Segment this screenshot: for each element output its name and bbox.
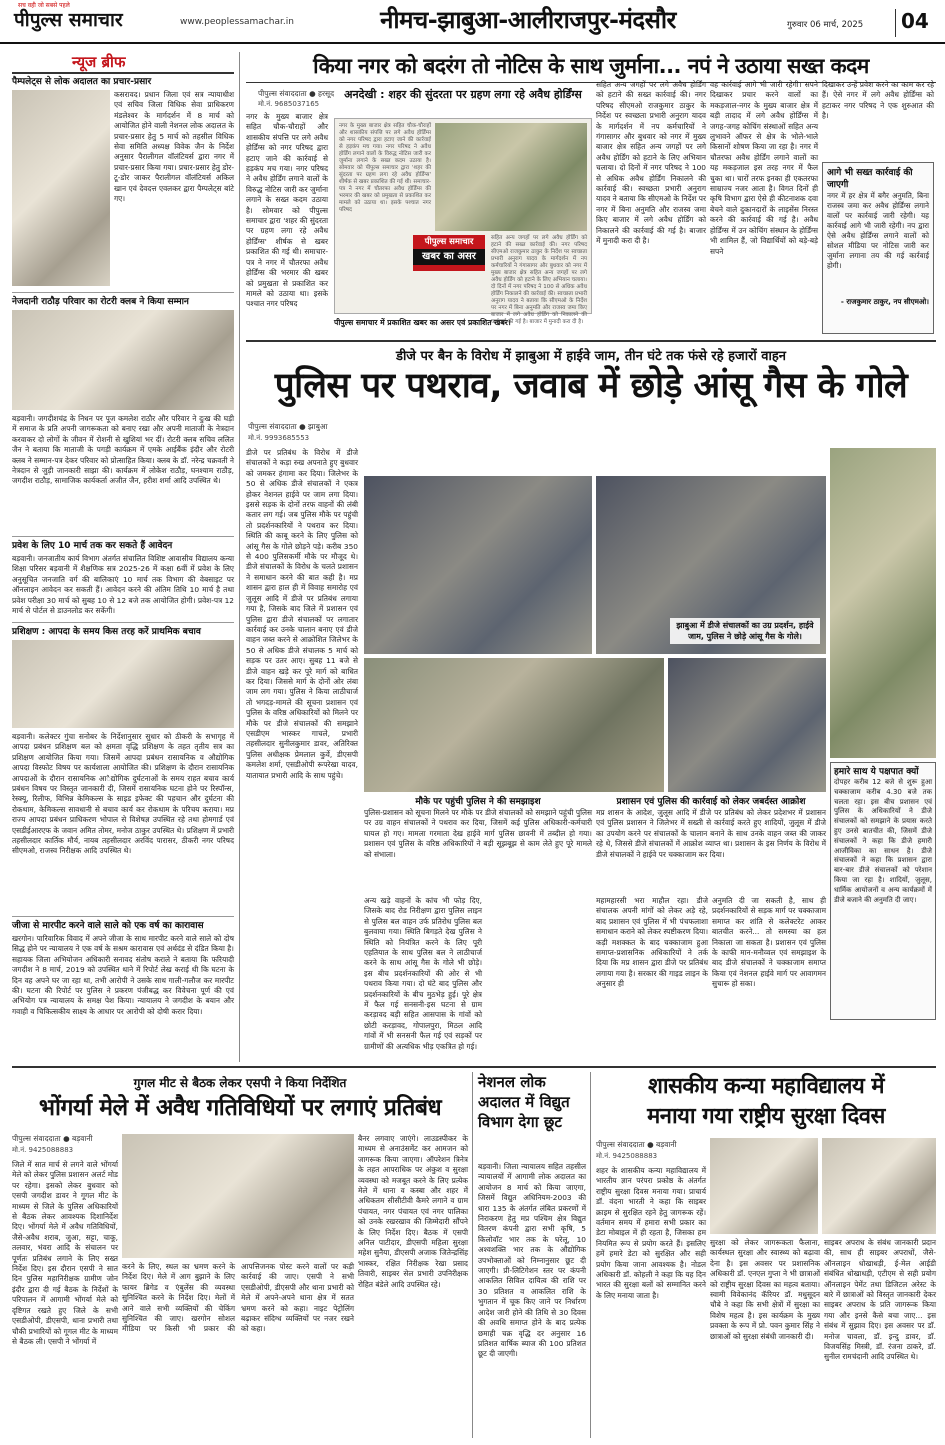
lead-sidebar-title: आगे भी सख्त कार्रवाई की जाएगी <box>827 168 913 190</box>
bhongarya-mobile: मो.नं. 9425088883 <box>12 1146 74 1154</box>
khabar-ka-asar-badge <box>413 235 485 271</box>
newspaper-logo[interactable]: पीपुल्स समाचार <box>14 9 123 31</box>
jhabua-sidebar <box>830 762 936 1020</box>
jhabua-photo-caption: झाबुआ में डीजे संचालकों का उग्र प्रदर्शन, हाईवे जाम, पुलिस ने छोड़े आंसू गैस के गोले। <box>670 618 820 644</box>
college-photo-banner <box>710 1138 818 1234</box>
jhabua-kicker: डीजे पर बैन के विरोध में झाबुआ में हाईवे जाम, तीन घंटे तक फंसे रहे हजारों वाहन <box>395 349 786 364</box>
brief-item4-title: प्रशिक्षण : आपदा के समय किस तरह करें प्राथमिक बचाव <box>12 627 201 637</box>
region-title: नीमच-झाबुआ-आलीराजपुर-मंदसौर <box>380 6 676 34</box>
brief-item1-text: कसरावद। प्रधान जिला एवं सत्र न्यायाधीश एवं सचिव जिला विधिक सेवा प्राधिकरण मंडलेश्वर के मार्गदर्शन में 8 मार्च को आयोजित होने वाली नेशनल लोक अदालत के प्रचार-प्रसार हेतु 5 मार्च को तहसील विधिक सेवा समिति अध्यक्ष विवेक जैन के निर्देश अनुसार पैरालीगल वॉलंटियर्स द्वारा नगर में प्रचार-प्रसार किया गया। प्रचार-प्रसार हेतु डोर-टू-डोर जाकर पैरालीगल वॉलंटियर्स अकिल खान एवं देवदत्त एवलकर द्वारा पैम्पलेट्स बांटे गए। <box>114 90 234 204</box>
bhongarya-meeting-photo <box>122 1134 354 1258</box>
page-number: 04 <box>895 9 931 37</box>
college-photo-students <box>822 1138 936 1234</box>
college-mobile: मो.नं. 9425088883 <box>596 1152 658 1160</box>
badge-bottom: खबर का असर <box>413 249 485 265</box>
brief-item3-text: बड़वानी। जनजातीय कार्य विभाग अंतर्गत संचालित विशिष्ट आवासीय विद्यालय कन्या शिक्षा परिसर बड़वानी में शैक्षणिक सत्र 2025-26 में कक्षा 6वीं में प्रवेश के लिए अनुसूचित जनजाति वर्ग की बालिकाएं 10 मार्च तक विभाग की वेबसाइट पर ऑनलाइन आवेदन कर सकती हैं। आवेदन करने की अंतिम तिथि 10 मार्च है तथा प्रवेश परीक्षा 30 मार्च को सुबह 10 से 12 बजे तक आयोजित होगी। प्रवेश-पत्र 12 मार्च से पोर्टल से डाउनलोड कर सकेंगी। <box>12 554 234 616</box>
brief-item5-title: जीजा से मारपीट करने वाले साले को एक वर्ष का कारावास <box>12 921 204 931</box>
jhabua-headline: पुलिस पर पथराव, जवाब में छोड़े आंसू गैस के गोले <box>274 366 908 406</box>
clipping-photo <box>435 123 587 231</box>
lead-sidebar-quote: - राजकुमार ठाकुर, नप सीएमओ। <box>840 297 929 306</box>
jhabua-sub2-title: प्रशासन एवं पुलिस की कार्रवाई को लेकर जबर्दस्त आक्रोश <box>616 797 806 807</box>
jhabua-sidebar-title: हमारे साथ ये पक्षपात क्यों <box>834 767 919 777</box>
jhabua-col4: अनुमति दी जा सकती है, साथ ही प्रदर्शनकारियों से सड़क मार्ग पर चक्काजाम समाप्त कर शांति से कलेक्टरेट आकर बातचीत करने... तो समस्या का हल निकाला जा सकता है। प्रशासन एवं पुलिस के काफी मान-मनौव्वल एवं समझाइश के बाद डीजे संचालकों ने चक्काजाम समाप्त किया एवं नेशनल हाईवे मार्ग पर आवागमन सुचारू हो सका। <box>712 896 826 989</box>
jhabua-sub1-text: पुलिस-प्रशासन को सूचना मिलने पर मौके पर डीजे संचालकों को समझाने पहुंची पुलिस पर उग्र वाहन संचालकों ने पथराव कर दिया, जिसमें कई पुलिस अधिकारी-कर्मचारी घायल हो गए। मामला गरमाता देख हाईवे मार्ग पुलिस छावनी में तब्दील हो गया। प्रशासन एवं पुलिस के वरिष्ठ अधिकारियों ने बड़ी सूझबूझ से काम लेते हुए पूरे मामले को संभाला। <box>364 808 592 859</box>
brief-label: न्यूज ब्रीफ <box>72 53 126 71</box>
brief-item4-photo <box>12 640 234 728</box>
brief-item2-title: नेजदानी राठौड़ परिवार का रोटरी क्लब ने किया सम्मान <box>12 297 189 307</box>
lead-byline: पीपुल्स संवाददाता ● हरसूद <box>258 89 335 98</box>
lead-col3: वह कार्रवाई आगे भी जारी रहेगी। सपने दिखाकर प्रचार करने वालों का मकड़जाल-नगर के मुख्य बाजार क्षेत्र में बड़ी तादाद में लगे अवैध होर्डिंग्स में जगह-जगह कोचिंग संस्थाओं सहित अन्य लुभावने ऑफर से क्षेत्र के भोले-भाले किसानों शोषण किया जा रहा है। नगर में चौतरफा अवैध होर्डिंग लगाने वालों का यह मकड़जाल इस तरह नगर में फैल चुका था। चारों तरफ इनका ही एकतरफा साम्राज्य नजर आता है। विगत दिनों ही कृषि विभाग द्वारा ऐसे ही कीटनाशक दवा बेचने वाले दुकानदारों के लाइसेंस निरस्त करने की कार्रवाई की गई है। अवैध होर्डिंग्स में उन कोचिंग संस्थान के होर्डिंग्स भी शामिल हैं, जो विद्यार्थियों को बड़े-बड़े सपने <box>710 80 818 256</box>
lead-headline: किया नगर को बदरंग तो नोटिस के साथ जुर्माना... नपं ने उठाया सख्त कदम <box>313 54 869 78</box>
college-col1: शहर के शासकीय कन्या महाविद्यालय में भारतीय ज्ञान परंपरा प्रकोष्ठ के अंतर्गत राष्ट्रीय सुरक्षा दिवस मनाया गया। प्राचार्य डॉ. वंदना भारती ने कहा कि साइबर क्राइम से सुरक्षित रहने हेतु जागरूक रहें। वर्तमान समय में हमारा सभी प्रकार का डेटा मोबाइल में ही रहता है, जिसका हम नियमित रूप से प्रयोग करते हैं। इसलिए हमें हमारे डेटा को सुरक्षित और सही प्रयोग किया जाना आवश्यक है। नोडल अधिकारी डॉ. कोहली ने कहा कि यह दिन भारत की सुरक्षा बलों को सम्मानित करने के लिए मनाया जाता है। <box>596 1166 706 1300</box>
jhabua-col1: डीजे पर प्रतिबंध के विरोध में डीजे संचालकों ने कड़ा रुख अपनाते हुए बुधवार को जमकर हंगामा कर दिया। जिलेभर के 50 से अधिक डीजे संचालकों ने एकत्र होकर नेशनल हाईवे पर जाम लगा दिया। इससे सड़क के दोनों तरफ वाहनों की लंबी कतार लग गई। जब पुलिस मौके पर पहुंची तो प्रदर्शनकारियों ने पथराव कर दिया। स्थिति की काबू करने के लिए पुलिस को आंसू गैस के गोले छोड़ने पड़े। करीब 350 से 400 पुलिसकर्मी मौके पर मौजूद थे। डीजे संचालकों के विरोध के चलते प्रशासन ने समाधान करने की बात कही है। मप्र शासन द्वारा हाल ही में विवाह समारोह एवं जुलूस आदि में डीजे पर प्रतिबंध लगाया गया है, जिसके बाद जिले में प्रशासन एवं पुलिस द्वारा डीजे संचालकों पर लगातार कार्रवाई कर उनके चालान बनाए एवं डीजे वाहन जब्त करने से आक्रोशित जिलेभर के 50 से अधिक डीजे संचालक 5 मार्च को सड़क पर उतर आए। सुबह 11 बजे से डीजे वाहन खड़े कर पूरे मार्ग को बाधित कर दिया। जिससे मार्ग के दोनों ओर लंबा जाम लग गया। पुलिस ने किया लाठीचार्ज तो भगदड़-मामले की सूचना प्रशासन एवं पुलिस के वरिष्ठ अधिकारियों को मिलने पर मौके पर डीजे संचालकों की समझाने एसडीएम भास्कर गाचले, प्रभारी तहसीलदार सुनीलकुमार डावर, अतिरिक्त पुलिस अधीक्षक प्रेमलाल कुर्वे, डीएसपी कमलेश शर्मा, एसडीओपी रूपरेखा यादव, यातायात प्रभारी आदि के साथ पहुंचे। <box>246 448 358 780</box>
jhabua-story <box>246 344 936 1062</box>
jhabua-sub2-text: मप्र शासन के आदेश, जुलूस आदि में डीजे पर प्रतिबंध को लेकर प्रदेशभर में प्रशासन एवं पुलिस प्रशासन ने जिलेभर में सख्ती से कार्रवाई करते हुए शादियों, जुलूस में डीजे का उपयोग करने पर संचालकों के चालान बनाने के साथ उनके वाहन जब्त की जाकर रहे थे, जिससे डीजे संचालकों में आक्रोश व्याप्त था। प्रशासन के इस निर्णय के विरोध में डीजे संचालकों ने हाईवे पर चक्काजाम कर दिया। <box>596 808 826 859</box>
lok-adalat-text: बड़वानी। जिला न्यायालय सहित तहसील न्यायालयों में आगामी लोक अदालत का आयोजन 8 मार्च को किया जाएगा, जिसमें विद्युत अधिनियम-2003 की धारा 135 के अंतर्गत लंबित प्रकरणों में निराकरण हेतु मप्र पश्चिम क्षेत्र विद्युत वितरण कंपनी द्वारा सभी कृषि, 5 किलोवॉट भार तक के घरेलू, 10 अश्वशक्ति भार तक के औद्योगिक उपभोक्ताओं को निम्नानुसार छूट दी जाएगी। प्री-लिटिगेशन स्तर पर कंपनी आकलित सिविल दायित्व की राशि पर 30 प्रतिशत व आकलित राशि के भुगतान में चूक किए जाने पर निर्धारण आदेश जारी होने की तिथि से 30 दिवस की अवधि समाप्त होने के बाद प्रत्येक छमाही चक्र वृद्धि दर अनुसार 16 प्रतिशत वार्षिक ब्याज की 100 प्रतिशत छूट दी जाएगी। <box>478 1162 586 1359</box>
lead-clipping <box>334 88 592 334</box>
college-col3: साइबर अपराध के संबंध जानकारी प्रदान की, साथ ही साइबर अपराधों, जैसे-ऑनलाइन धोखाधड़ी, ई-मेल आईडी संबंधित धोखाधड़ी, एटीएम से सही प्रयोग ऑनलाइन पेमेंट तथा डिजिटल अरेस्ट के बारे में छात्राओं को विस्तृत जानकारी देकर साइबर अपराध के प्रति जागरूक किया गया और इनसे कैसे बचा जाए... इस संबंध में सुझाव दिए। इस अवसर पर डॉ. मनोज चावला, डॉ. इन्दु डावर, डॉ. विजयसिंह मिस्त्री, डॉ. रंजना ठाकरे, डॉ. सुनील रामचंदानी आदि उपस्थित थे। <box>824 1238 936 1362</box>
jhabua-col3-body: महामहारसी भरा माहौल रहा। डीजे संचालक अपनी मांगों को लेकर अड़े रहे, बाद प्रशासन एवं पुलिस में भी पंचफलाशा समाधान कराने को लेकर स्पष्टीकरण दिया। कड़ी मशक्कत के बाद चक्काजाम हुआ समाप्त-प्रशासनिक अधिकारियों ने तर्क दिया कि मप्र शासन द्वारा डीजे पर प्रतिबंध लगाया गया है। सरकार की गाइड लाइन के अनुसार ही <box>596 896 708 989</box>
lead-col1: नगर के मुख्य बाजार क्षेत्र सहित चौक-चौराहों और शासकीय संपत्ति पर लगे अवैध होर्डिंग्स को नगर परिषद द्वारा हटाए जाने की कार्रवाई से हड़कंप मच गया। नगर परिषद ने अवैध होर्डिंग लगाने वालों के विरुद्ध नोटिस जारी कर जुर्माना लगाने के सख्त कदम उठाया है। सोमवार को पीपुल्स समाचार द्वारा 'शहर की सुंदरता पर ग्रहण लगा रहे अवैध होर्डिंग्स' शीर्षक से खबर प्रकाशित की गई थी। समाचार-पत्र ने नगर में चौतरफा अवैध होर्डिंग्स की भरमार की खबर को प्रमुखता से प्रकाशित कर मामले को उठाया था। इसके पश्चात नगर परिषद <box>246 112 328 309</box>
jhabua-photo-crowd <box>364 658 664 792</box>
clipping-text: नगर के मुख्य बाजार क्षेत्र सहित चौक-चौराहों और शासकीय संपत्ति पर लगे अवैध होर्डिंग्स को नगर परिषद द्वारा हटाए जाने की कार्रवाई से हड़कंप मच गया। नगर परिषद ने अवैध होर्डिंग लगाने वालों के विरुद्ध नोटिस जारी कर जुर्माना लगाने के सख्त कदम उठाया है। सोमवार को पीपुल्स समाचार द्वारा 'शहर की सुंदरता पर ग्रहण लगा रहे अवैध होर्डिंग्स' शीर्षक से खबर प्रकाशित की गई थी। समाचार-पत्र ने नगर में चौतरफा अवैध होर्डिंग्स की भरमार की खबर को प्रमुखता से प्रकाशित कर मामले को उठाया था। इसके पश्चात नगर परिषद <box>339 123 431 213</box>
brief-item2-text: बड़वानी। जगदीशचंद्र के निधन पर पूज कमलेश राठौर और परिवार ने दुःख की घड़ी में समाज के प्रति अपनी जागरूकता को बनाए रखा और अपनी माताजी के नेत्रदान करवाकर दो लोगों के जीवन में रोशनी से खुशियां भर दीं। रोटरी क्लब सचिव ललित जैन ने बताया कि माताजी के पगड़ी कार्यक्रम में एमके आईबैंक इंदौर और रोटरी क्लब ने सम्मान-पत्र देकर परिवार को प्रोत्साहित किया। क्लब के डॉ. नरेन्द्र चक्रवती ने नेत्रदान से जुड़ी जानकारी साझा की। कार्यक्रम में लोकेश राठौड़, घनश्याम राठौड़, जगदीश राठौड़, सामाजिक कार्यकर्ता अजीत जैन, हरीश शर्मा आदि उपस्थित थे। <box>12 414 234 486</box>
jhabua-sub2 <box>596 796 826 892</box>
college-byline: पीपुल्स संवाददाता ● बड़वानी <box>596 1140 677 1149</box>
lok-adalat-story <box>478 1072 586 1438</box>
jhabua-col2: अन्य खड़े वाहनों के कांच भी फोड़ दिए, जिसके बाद रोड निरीक्षण द्वारा पुलिस लाइन से पुलिस बल वाहन उर्फ प्रतिरोध पुलिस बल बुलवाया गया। स्थिति बिगड़ते देख पुलिस ने स्थिति को नियंत्रित करने के लिए पूरी एहतियात के साथ पुलिस बल ने लाठीचार्ज करने के साथ आंसू गैस के गोले भी छोड़े। इस बीच प्रदर्शनकारियों की ओर से भी पथराव किया गया। दो घंटे बाद पुलिस और प्रदर्शनकारियों के बीच मुठभेड़ हुई। पूरे क्षेत्र में फैल गई सनसनी-इस घटना से ग्राम करड़ावद बड़ी सहित आसपास के गांवों को छोटी करड़ावद, गोपालपुरा, मिठल आदि गांवों में भी सनसनी फैल गई एवं सड़कों पर ग्रामीणों की अत्यधिक भीड़ एकत्रित हो गई। <box>364 896 482 1051</box>
badge-top: पीपुल्स समाचार <box>424 237 474 247</box>
jhabua-photo-vehicles <box>668 658 826 792</box>
jhabua-byline: पीपुल्स संवाददाता ● झाबुआ <box>248 422 328 431</box>
lead-sidebar-text: नगर में हर क्षेत्र में बगैर अनुमति, बिना राजस्व जमा कर अवैध होर्डिंग्स लगाने वालों पर कार्रवाई जारी रहेगी। यह कार्रवाई आगे भी जारी रहेगी। नप द्वारा ऐसे अवैध होर्डिंग्स लगाने वालों को सोशल मीडिया पर नोटिस जारी कर जुर्माना लगाना तय की गई कार्रवाई होगी। <box>827 191 929 270</box>
college-headline-2: मनाया गया राष्ट्रीय सुरक्षा दिवस <box>647 1104 885 1129</box>
lok-adalat-headline: नेशनल लोक अदालत में विद्युत विभाग देगा छूट <box>478 1073 570 1131</box>
lead-story <box>246 52 936 334</box>
clipping-headline: अनदेखी : शहर की सुंदरता पर ग्रहण लगा रहे अवैध होर्डिंग्स <box>344 88 582 101</box>
clipping-caption: पीपुल्स समाचार में प्रकाशित खबर का असर एवं प्रकाशित खबर। <box>334 318 511 327</box>
issue-date: गुरुवार 06 मार्च, 2025 <box>787 20 864 30</box>
jhabua-photo-highway <box>830 448 936 758</box>
bhongarya-col2: करने के लिए, स्थल का भ्रमण करने के निर्देश दिए। मेले में आग बुझाने के लिए फायर ब्रिगेड व एंबुलेंस की व्यवस्था सुनिश्चित करने के निर्देश दिए। मेलों में आने वाले सभी व्यक्तियों की चेकिंग सुनिश्चित की जाए। खरगोन सोशल मीडिया पर किसी भी प्रकार की आपत्तिजनक पोस्ट करने वालों पर कड़ी कार्रवाई की जाए। एसपी ने सभी एसडीओपी, डीएसपी और थाना प्रभारी को मेले में अपने-अपने थाना क्षेत्र में सतत भ्रमण करने को कहा। नाइट पेट्रोलिंग बढ़ाकर संदिग्ध व्यक्तियों पर नजर रखने को कहा। <box>122 1262 354 1334</box>
lead-sidebar <box>822 162 934 334</box>
jhabua-sub1 <box>364 796 592 892</box>
lead-mobile: मो.नं. 9685037165 <box>258 100 320 108</box>
jhabua-sub1-title: मौके पर पहुंची पुलिस ने की समझाइश <box>415 797 541 807</box>
bhongarya-kicker: गुगल मीट से बैठक लेकर एसपी ने किया निर्देशित <box>133 1076 347 1090</box>
news-brief-column <box>12 52 234 992</box>
brief-item5-body: खरगोन। पारिवारिक विवाद में अपने जीजा के साथ मारपीट करने वाले साले को दोष सिद्ध होने पर न्यायालय ने एक वर्ष के सश्रम कारावास एवं अर्थदंड से दंडित किया है। सहायक जिला अभियोजन अधिकारी सनावद संतोष कराले ने बताया कि फरियादी जगदीश ने 8 मार्च, 2019 को उपस्थित थाने में रिपोर्ट लेख कराई थी कि घटना के दिन वह अपने घर जा रहा था, तभी आरोपी ने उसके साथ गाली-गलौज कर मारपीट की। घटना की रिपोर्ट पर पुलिस ने प्रकरण पंजीबद्ध कर विवेचना पूर्ण की एवं अभियोग पत्र न्यायालय के समक्ष पेश किया। न्यायालय ने जगदीश के बयान और गवाही व चिकित्सकीय साक्ष्य के आधार पर आरोपी को दोषी करार दिया। <box>12 934 234 1016</box>
brief-item2-photo <box>12 310 234 410</box>
lead-col2: सहित अन्य जगहों पर लगे अवैध होर्डिंग को हटाने की सख्त कार्रवाई की। नगर परिषद सीएमओ राजकुमार ठाकुर के निर्देश पर स्वच्छता प्रभारी अनुराग यादव के मार्गदर्शन में नप कर्मचारियों ने गंगासागर और बुधवार को नगर में मुख्य बाजार क्षेत्र सहित अन्य जगहों पर लगे अवैध होर्डिंग को हटाने के लिए अभियान चलाया। दो दिनों में नगर परिषद ने 100 से अधिक अवैध होर्डिंग निकालने की कार्रवाई की। स्वच्छता प्रभारी अनुराग यादव ने बताया कि सीएमओ के निर्देश पर नगर में बिना अनुमति और राजस्व जमा किए बाजार में लगे अवैध होर्डिंग को निकालने की कार्रवाई की गई है। बाजार में मुनादी करा दी है। <box>596 80 706 246</box>
website-link[interactable]: www.peoplessamachar.in <box>180 17 294 27</box>
college-story <box>596 1072 936 1438</box>
jhabua-sidebar-text: दोपहर करीब 12 बजे से शुरू हुआ चक्काजाम करीब 4.30 बजे तक चलता रहा। इस बीच प्रशासन एवं पुलिस के अधिकारियों ने डीजे संचालकों को समझाने के प्रयास करते हुए उनसे बातचीत की, जिसमें डीजे संचालकों ने कहा कि डीजे हमारी आजीविका का साधन है। डीजे संचालकों ने कहा कि प्रशासन द्वारा बार-बार डीजे संचालकों को परेशान किया जा रहा है। शादियों, जुलूस, धार्मिक आयोजनों व अन्य कार्यक्रमों में डीजे बजाने की अनुमति दी जाए। <box>834 778 932 904</box>
jhabua-mobile: मो.नं. 9993685553 <box>248 434 310 442</box>
bhongarya-col3: बैनर लगवाए जाएंगे। लाउडस्पीकर के माध्यम से अनाउंसमेंट कर आमजन को जागरूक किया जाएगा। ऑपरेशन त्रिनेत्र के तहत आपराधिक पर अंकुश व सुरक्षा व्यवस्था को मजबूत करने के लिए प्रत्येक मेले में थाना व कस्बा और शहर में अधिकतम सीसीटीवी कैमरे लगाने व ग्राम पंचायत, नगर पंचायत एवं नगर पालिका को उनके रखरखाव की जिम्मेदारी सौंपने के लिए निर्देश दिए। बैठक में एसपी अनिल पाटीदार, डीएसपी महिला सुरक्षा महेश सुनैया, डीएसपी अजाक जितेन्द्रसिंह भास्कर, रक्षित निरीक्षक रेखा प्रसाद तिवारी, साइबर सेल प्रभारी उपनिरीक्षक रोहित बंडेले आदि उपस्थित रहे। <box>358 1134 468 1289</box>
brief-item4-text: बड़वानी। कलेक्टर गुंचा सनोबर के निर्देशानुसार सुधार को ठीकरी के सभागृह में आपदा प्रबंधन प्रशिक्षण बल को क्षमता वृद्धि प्रशिक्षण के तहत तृतीय सत्र का प्रशिक्षण आयोजित किया गया। जिसमें आपदा प्रबंधन रासायनिक व औद्योगिक आपदा विस्फोट विषय पर कार्यशाला आयोजित की। प्रशिक्षण के दौरान रासायनिक आपदाओं के दौरान रासायनिक आैद्योगिक दुर्घटनाओं के समय राहत बचाव कार्य प्रबंधन विषय पर विस्तृत जानकारी दी, जिसमें रासायनिक घटना होने पर रिस्पॉन्स, रेस्क्यू, रिलीफ, विभिन्न केमिकल्स के साइड इफेक्ट की पहचान और दुर्घटना की रोकथाम, केमिकल्स सावधानी से बचाव कार्य कर रोकथाम के परिचय कराया। मप्र राज्य आपदा प्रबंधन प्राधिकरण भोपाल से विशेषज्ञ उपस्थित रहे तथा होमगार्ड एवं एसडीईआरएफ के जवान अमित तोमर, मनोज ठाकुर उपस्थित थे। प्रशिक्षण में प्रभारी तहसीलदार कार्तिक मौर्य, नायब तहसीलदार अरविंद पारासर, ठीकरी नगर परिषद सीएमओ, राजस्व निरीक्षक आदि उपस्थित थे। <box>12 732 234 856</box>
brief-item1-title: पैम्पलेट्स से लोक अदालत का प्रचार-प्रसार <box>12 77 152 87</box>
masthead <box>0 0 945 44</box>
college-col2: सुरक्षा को लेकर जागरूकता फैलाना, कार्यस्थल सुरक्षा और स्वास्थ्य को बढ़ावा देना है। इस अवसर पर प्रशासनिक अधिकारी डॉ. एनएल गुप्ता ने भी छात्राओं को राष्ट्रीय सुरक्षा दिवस का महत्व बताया। स्वामी विवेकानंद कॅरियर डॉ. मधुसूदन चौबे ने कहा कि सभी क्षेत्रों में सुरक्षा का विशेष महत्व है। इस कार्यक्रम के मुख्य प्रवक्ता के रूप में प्रो. पवन कुमार सिंह ने छात्राओं को सुरक्षा संबंधी जानकारी दी। <box>710 1238 820 1341</box>
brief-item1-photo <box>12 90 110 286</box>
bhongarya-headline: भोंगर्या मेले में अवैध गतिविधियों पर लगाएं प्रतिबंध <box>38 1095 442 1121</box>
logo-tagline: सच वही जो सबसे पहले <box>18 2 70 9</box>
brief-item3-title: प्रवेश के लिए 10 मार्च तक कर सकते हैं आवेदन <box>12 541 173 551</box>
jhabua-photo-stone-pelting <box>364 476 592 654</box>
bhongarya-story <box>12 1072 468 1438</box>
lead-col4: दिखाकर उन्हें प्रवेश करने का काम कर रहे हैं। ऐसे नगर में लगे अवैध होर्डिंग्स को हटाकर नगर परिषद ने एक शुरुआत की है। <box>822 80 934 121</box>
bhongarya-col1: जिले में सात मार्च से लगने वाले भोंगर्या मेले को लेकर पुलिस प्रशासन अलर्ट मोड पर रहेगा। इसको लेकर बुधवार को एसपी जगदीश डावर ने गूगल मीट के माध्यम से जिले के पुलिस अधिकारियों से बैठक लेकर आवश्यक दिशानिर्देश दिए। भोंगर्या मेले में अवैध गतिविधियों, जैसे-अवैध शराब, जुआ, सट्टा, चाकू, तलवार, भंवरा आदि के संचालन पर पूर्णतः प्रतिबंध लगाने के लिए सख्त निर्देश दिए। इस दौरान एसपी ने सात दिन पुलिस महानिरीक्षक ग्रामीण जोन इंदौर द्वारा दी गई बैठक के निर्देशों के परिपालन में आगामी भोंगर्या मेले को दृष्टिगत रखते हुए जिले के सभी एसडीओपी, डीएसपी, थाना प्रभारी तथा चौकी प्रभारियों को गूगल मीट के माध्यम से बैठक ली। एसपी ने भोंगर्या में <box>12 1160 118 1346</box>
bhongarya-byline: पीपुल्स संवाददाता ● बड़वानी <box>12 1134 93 1143</box>
college-headline-1: शासकीय कन्या महाविद्यालय में <box>647 1074 885 1099</box>
clipping-text-2: सहित अन्य जगहों पर लगे अवैध होर्डिंग को हटाने की सख्त कार्रवाई की। नगर परिषद सीएमओ राजकुमार ठाकुर के निर्देश पर स्वच्छता प्रभारी अनुराग यादव के मार्गदर्शन में नप कर्मचारियों ने गंगासागर और बुधवार को नगर में मुख्य बाजार क्षेत्र सहित अन्य जगहों पर लगे अवैध होर्डिंग को हटाने के लिए अभियान चलाया। दो दिनों में नगर परिषद ने 100 से अधिक अवैध होर्डिंग निकालने की कार्रवाई की। स्वच्छता प्रभारी अनुराग यादव ने बताया कि सीएमओ के निर्देश पर नगर में बिना अनुमति और राजस्व जमा किए बाजार में लगे अवैध होर्डिंग को निकालने की कार्रवाई की गई है। बाजार में मुनादी करा दी है। <box>491 235 587 325</box>
